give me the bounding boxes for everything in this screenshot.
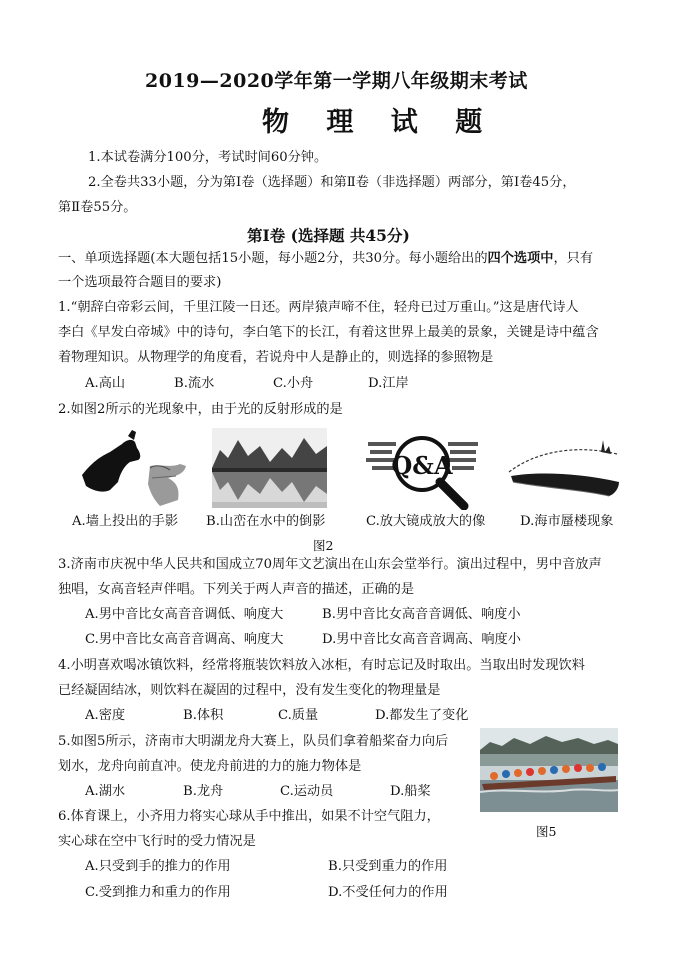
q4-option-c[interactable]: C.质量	[278, 708, 319, 723]
q3-option-d[interactable]: D.男中音比女高音音调高、响度小	[322, 632, 521, 647]
figure-5-caption: 图5	[536, 824, 557, 839]
mirage-image	[505, 432, 625, 504]
q4-option-b[interactable]: B.体积	[183, 708, 224, 723]
q1-line-2: 李白《早发白帝城》中的诗句，李白笔下的长江，有着这世界上最美的景象，关键是诗中蕴含	[58, 325, 599, 340]
figure-2-caption: 图2	[313, 538, 334, 553]
q2-stem: 2.如图2所示的光现象中，由于光的反射形成的是	[58, 402, 343, 417]
q6-option-c[interactable]: C.受到推力和重力的作用	[85, 885, 231, 900]
instruction-text-end: ，只有	[553, 251, 594, 266]
section-title: 第Ⅰ卷 (选择题 共45分)	[247, 226, 410, 245]
magnifier-image	[364, 428, 482, 510]
instruction-emphasis: 四个选项中	[487, 251, 554, 266]
q5-line-2: 划水，龙舟向前直冲。使龙舟前进的力的施力物体是	[58, 759, 362, 774]
q5-line-1: 5.如图5所示，济南市大明湖龙舟大赛上，队员们拿着船桨奋力向后	[58, 734, 449, 749]
q6-option-b[interactable]: B.只受到重力的作用	[328, 859, 448, 874]
q2-option-d[interactable]: D.海市蜃楼现象	[520, 514, 614, 529]
hand-shadow-image	[80, 430, 188, 507]
q5-option-b[interactable]: B.龙舟	[183, 784, 224, 799]
instruction-line-1	[58, 251, 593, 267]
q3-option-b[interactable]: B.男中音比女高音音调低、响度小	[322, 607, 521, 622]
q6-line-1: 6.体育课上，小齐用力将实心球从手中推出，如果不计空气阻力，	[58, 809, 440, 824]
subject-title: 物 理 试 题	[262, 107, 497, 138]
q4-line-1: 4.小明喜欢喝冰镇饮料，经常将瓶装饮料放入冰柜，有时忘记及时取出。当取出时发现饮料	[58, 658, 585, 673]
q2-option-a[interactable]: A.墙上投出的手影	[72, 514, 179, 529]
q5-option-d[interactable]: D.船桨	[390, 784, 431, 799]
exam-title: 2019—2020学年第一学期八年级期末考试	[145, 70, 528, 92]
q2-option-c[interactable]: C.放大镜成放大的像	[366, 514, 486, 529]
instruction-line-2: 一个选项最符合题目的要求)	[58, 275, 222, 290]
q3-option-a[interactable]: A.男中音比女高音音调低、响度大	[85, 607, 284, 622]
q5-option-a[interactable]: A.湖水	[85, 784, 126, 799]
q1-option-a[interactable]: A.高山	[85, 376, 126, 391]
note-2-cont: 第Ⅱ卷55分。	[58, 200, 137, 215]
q1-option-b[interactable]: B.流水	[174, 376, 215, 391]
note-1: 1.本试卷满分100分，考试时间60分钟。	[88, 150, 328, 165]
q5-option-c[interactable]: C.运动员	[280, 784, 334, 799]
q1-line-1: 1.“朝辞白帝彩云间，千里江陵一日还。两岸猿声啼不住，轻舟已过万重山。”这是唐代诗人	[58, 300, 579, 315]
q4-option-d[interactable]: D.都发生了变化	[375, 708, 469, 723]
mountain-reflection-image	[212, 428, 327, 508]
q6-option-a[interactable]: A.只受到手的推力的作用	[85, 859, 231, 874]
q1-line-3: 着物理知识。从物理学的角度看，若说舟中人是静止的，则选择的参照物是	[58, 350, 494, 365]
q6-line-2: 实心球在空中飞行时的受力情况是	[58, 834, 256, 849]
instruction-text: 一、单项选择题(本大题包括15小题，每小题2分，共30分。每小题给出的	[58, 251, 488, 266]
q3-line-1: 3.济南市庆祝中华人民共和国成立70周年文艺演出在山东会堂举行。演出过程中，男中音放声	[58, 557, 602, 572]
q3-line-2: 独唱，女高音轻声伴唱。下列关于两人声音的描述，正确的是	[58, 582, 415, 597]
q1-option-c[interactable]: C.小舟	[273, 376, 314, 391]
q4-line-2: 已经凝固结冰，则饮料在凝固的过程中，没有发生变化的物理量是	[58, 683, 441, 698]
note-2: 2.全卷共33小题，分为第Ⅰ卷（选择题）和第Ⅱ卷（非选择题）两部分，第Ⅰ卷45分，	[88, 175, 576, 190]
q4-option-a[interactable]: A.密度	[85, 708, 126, 723]
q3-option-c[interactable]: C.男中音比女高音音调高、响度大	[85, 632, 284, 647]
dragon-boat-image	[480, 728, 618, 812]
magnifier-qa-text: Q&A	[391, 451, 453, 480]
q6-option-d[interactable]: D.不受任何力的作用	[328, 885, 448, 900]
q2-option-b[interactable]: B.山峦在水中的倒影	[206, 514, 326, 529]
q1-option-d[interactable]: D.江岸	[368, 376, 409, 391]
